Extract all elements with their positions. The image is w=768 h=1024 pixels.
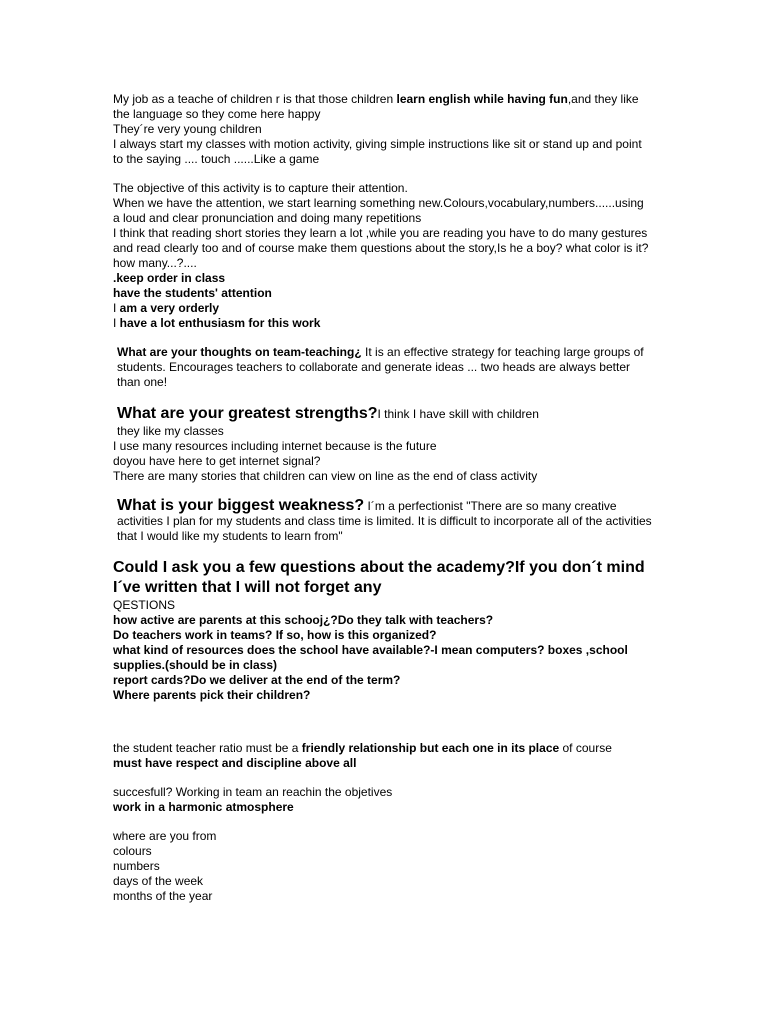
weakness-question: What is your biggest weakness? [117, 497, 365, 514]
enthusiasm-text: have a lot enthusiasm for this work [119, 316, 321, 330]
harmonic-line: work in a harmonic atmosphere [113, 800, 294, 814]
pronoun: I [113, 316, 120, 330]
document-content [113, 92, 653, 904]
bold-line-order: .keep order in class [113, 271, 226, 285]
academy-question: Could I ask you a few questions about the academy?If you don´t mind I´ve written that I will not forget any [113, 559, 645, 596]
motion-activity-line: I always start my classes with motion activity, giving simple instructions like sit or stand up and point to the saying .... touch ......Like a game [113, 137, 642, 166]
weakness-answer: I´m a perfectionist "There are so many creative activities I plan for my students and class time is limited. It is difficult to incorporate all of the activities that I would like my students to learn from" [117, 499, 652, 543]
ratio-bold-text: friendly relationship but each one in its place [301, 741, 560, 755]
pronoun: I [113, 301, 120, 315]
respect-line: must have respect and discipline above all [113, 756, 357, 770]
list-item: where are you from [113, 829, 217, 843]
orderly-text: am a very orderly [119, 301, 220, 315]
bold-line-attention: have the students' attention [113, 286, 272, 300]
strengths-answer: I think I have skill with children [377, 407, 539, 421]
question-item: Do teachers work in teams? If so, how is this organized? [113, 628, 437, 642]
ratio-text: the student teacher ratio must be a [113, 741, 302, 755]
strengths-line-3: I use many resources including internet because is the future [113, 439, 437, 453]
bold-line-enthusiasm [113, 316, 653, 331]
bold-line-orderly [113, 301, 653, 316]
intro-text-end: ,and they like the language so they come here happy [113, 92, 639, 121]
strengths-line-4: doyou have here to get internet signal? [113, 454, 321, 468]
questions-label: QESTIONS [113, 598, 176, 612]
weakness-paragraph [113, 498, 653, 544]
ratio-paragraph [113, 741, 653, 756]
list-item: days of the week [113, 874, 204, 888]
success-line: succesfull? Working in team an reachin the objetives [113, 785, 393, 799]
strengths-question: What are your greatest strengths? [117, 405, 378, 422]
strengths-line-5: There are many stories that children can view on line as the end of class activity [113, 469, 538, 483]
intro-bold-text: learn english while having fun [396, 92, 568, 106]
team-teaching-paragraph [113, 345, 653, 390]
question-item: Where parents pick their children? [113, 688, 311, 702]
team-teaching-question: What are your thoughts on team-teaching¿ [117, 345, 362, 359]
question-item: how active are parents at this schooj¿?Do they talk with teachers? [113, 613, 494, 627]
question-item: what kind of resources does the school have available?-I mean computers? boxes ,school supplies.(should be in class) [113, 643, 628, 672]
intro-text: My job as a teache of children r is that those children [113, 92, 397, 106]
strengths-line-2: they like my classes [117, 424, 224, 438]
objective-line: The objective of this activity is to capture their attention. [113, 181, 408, 195]
topic-list [113, 829, 653, 904]
question-item: report cards?Do we deliver at the end of the term? [113, 673, 401, 687]
reading-stories-line: I think that reading short stories they learn a lot ,while you are reading you have to do many gestures and read clearly too and of course make them questions about the story,Is he a boy? what color is it? how many...?.... [113, 226, 649, 270]
list-item: months of the year [113, 889, 213, 903]
strengths-paragraph [113, 404, 653, 424]
list-item: colours [113, 844, 152, 858]
attention-line: When we have the attention, we start learning something new.Colours,vocabulary,numbers......using a loud and clear pronunciation and doing many repetitions [113, 196, 644, 225]
young-children-line: They´re very young children [113, 122, 262, 136]
team-teaching-answer: It is an effective strategy for teaching large groups of students. Encourages teachers to collaborate and generate ideas ... two heads are always better than one! [117, 345, 644, 389]
list-item: numbers [113, 859, 160, 873]
intro-paragraph [113, 92, 653, 122]
ratio-text-end: of course [559, 741, 612, 755]
